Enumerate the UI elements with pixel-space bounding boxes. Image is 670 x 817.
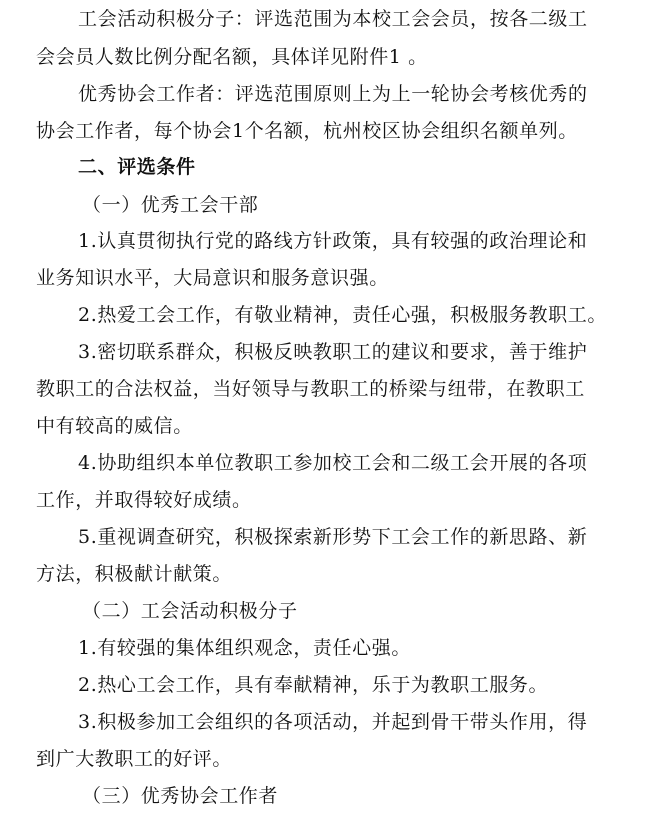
activist-item-3-line2: 到广大教职工的好评。: [36, 748, 233, 770]
section-title-criteria: 二、评选条件: [78, 156, 196, 178]
criteria-item-1-line2: 业务知识水平，大局意识和服务意识强。: [36, 267, 389, 289]
criteria-item-2-line1: 2.热爱工会工作，有敬业精神，责任心强，积极服务教职工。: [78, 304, 607, 326]
criteria-item-3-line3: 中有较高的威信。: [36, 415, 193, 437]
criteria-item-4-line1: 4.协助组织本单位教职工参加校工会和二级工会开展的各项: [78, 452, 588, 474]
subsection-title-outstanding-cadre: （一）优秀工会干部: [82, 194, 259, 216]
subsection-title-association-worker: （三）优秀协会工作者: [82, 785, 279, 807]
paragraph-association-scope-line1: 优秀协会工作者：评选范围原则上为上一轮协会考核优秀的: [78, 83, 588, 105]
criteria-item-4-line2: 工作，并取得较好成绩。: [36, 489, 252, 511]
criteria-item-3-line2: 教职工的合法权益，当好领导与教职工的桥梁与纽带，在教职工: [36, 378, 585, 400]
criteria-item-1-line1: 1.认真贯彻执行党的路线方针政策，具有较强的政治理论和: [78, 230, 588, 252]
criteria-item-5-line2: 方法，积极献计献策。: [36, 563, 233, 585]
criteria-item-5-line1: 5.重视调查研究，积极探索新形势下工会工作的新思路、新: [78, 526, 588, 548]
paragraph-activist-scope-line1: 工会活动积极分子：评选范围为本校工会会员，按各二级工: [78, 8, 588, 30]
activist-item-3-line1: 3.积极参加工会组织的各项活动，并起到骨干带头作用，得: [78, 711, 588, 733]
activist-item-1-line1: 1.有较强的集体组织观念，责任心强。: [78, 637, 411, 659]
criteria-item-3-line1: 3.密切联系群众，积极反映教职工的建议和要求，善于维护: [78, 341, 588, 363]
paragraph-activist-scope-line2: 会会员人数比例分配名额，具体详见附件1 。: [36, 46, 428, 68]
activist-item-2-line1: 2.热心工会工作，具有奉献精神，乐于为教职工服务。: [78, 674, 549, 696]
subsection-title-activist: （二）工会活动积极分子: [82, 600, 298, 622]
paragraph-association-scope-line2: 协会工作者，每个协会1个名额，杭州校区协会组织名额单列。: [36, 120, 578, 142]
